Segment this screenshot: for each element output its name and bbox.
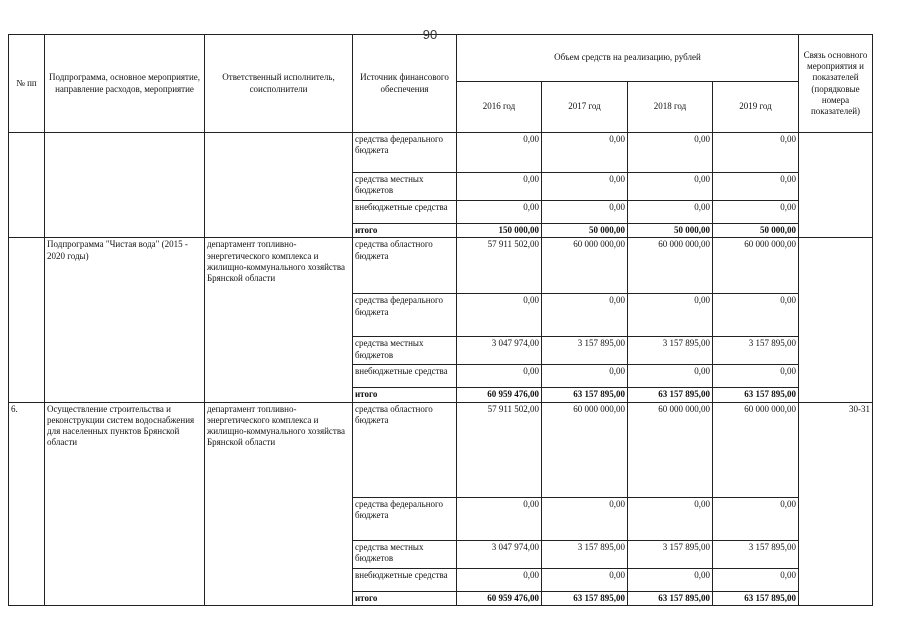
amount-cell: 63 157 895,00 [628, 388, 713, 402]
funding-source: внебюджетные средства [353, 365, 457, 388]
amount-cell: 60 959 476,00 [457, 591, 542, 605]
table-row [9, 133, 873, 173]
amount-cell: 3 157 895,00 [628, 540, 713, 568]
amount-cell: 0,00 [713, 365, 799, 388]
amount-cell: 0,00 [713, 568, 799, 591]
amount-cell: 0,00 [542, 365, 628, 388]
amount-cell: 0,00 [713, 294, 799, 337]
amount-cell: 63 157 895,00 [713, 591, 799, 605]
funding-source: средства местных бюджетов [353, 337, 457, 365]
amount-cell: 50 000,00 [628, 224, 713, 238]
funding-source: итого [353, 388, 457, 402]
amount-cell: 60 000 000,00 [713, 238, 799, 294]
amount-cell: 0,00 [457, 133, 542, 173]
amount-cell: 3 157 895,00 [542, 337, 628, 365]
amount-cell: 0,00 [628, 173, 713, 201]
amount-cell: 3 047 974,00 [457, 337, 542, 365]
amount-cell: 3 157 895,00 [628, 337, 713, 365]
amount-cell: 0,00 [542, 173, 628, 201]
amount-cell: 60 000 000,00 [628, 238, 713, 294]
amount-cell: 0,00 [628, 133, 713, 173]
amount-cell: 63 157 895,00 [542, 591, 628, 605]
page-number: 90 [422, 27, 438, 42]
funding-source: средства областного бюджета [353, 402, 457, 497]
funding-source: средства местных бюджетов [353, 540, 457, 568]
funding-source: средства федерального бюджета [353, 294, 457, 337]
funding-source: средства федерального бюджета [353, 133, 457, 173]
amount-cell: 60 000 000,00 [628, 402, 713, 497]
funding-source: средства местных бюджетов [353, 173, 457, 201]
funding-source: итого [353, 224, 457, 238]
header-year: 2018 год [628, 82, 713, 133]
amount-cell: 0,00 [713, 133, 799, 173]
amount-cell: 0,00 [713, 497, 799, 540]
amount-cell: 50 000,00 [713, 224, 799, 238]
funding-source: средства областного бюджета [353, 238, 457, 294]
amount-cell: 3 157 895,00 [713, 540, 799, 568]
header-volume: Объем средств на реализацию, рублей [457, 35, 799, 82]
program-name: Подпрограмма "Чистая вода" (2015 - 2020 годы) [45, 238, 205, 402]
header-number: № пп [9, 35, 45, 133]
header-link: Связь основного мероприятия и показателей (порядковые номера показателей) [799, 35, 873, 133]
amount-cell: 0,00 [628, 201, 713, 224]
header-program: Подпрограмма, основное мероприятие, направление расходов, мероприятие [45, 35, 205, 133]
amount-cell: 0,00 [628, 294, 713, 337]
row-number [9, 133, 45, 238]
amount-cell: 3 157 895,00 [713, 337, 799, 365]
table-row [9, 238, 873, 294]
amount-cell: 63 157 895,00 [542, 388, 628, 402]
amount-cell: 0,00 [457, 173, 542, 201]
indicator-link [799, 238, 873, 402]
amount-cell: 0,00 [542, 497, 628, 540]
amount-cell: 0,00 [542, 294, 628, 337]
table-row [9, 402, 873, 497]
header-year: 2019 год [713, 82, 799, 133]
amount-cell: 3 047 974,00 [457, 540, 542, 568]
amount-cell: 0,00 [457, 294, 542, 337]
funding-source: итого [353, 591, 457, 605]
header-year: 2017 год [542, 82, 628, 133]
table-header [9, 35, 873, 133]
amount-cell: 60 000 000,00 [713, 402, 799, 497]
executor-name [205, 133, 353, 238]
amount-cell: 0,00 [542, 568, 628, 591]
amount-cell: 0,00 [628, 497, 713, 540]
budget-table [8, 34, 873, 606]
amount-cell: 0,00 [713, 201, 799, 224]
amount-cell: 60 959 476,00 [457, 388, 542, 402]
amount-cell: 0,00 [457, 568, 542, 591]
amount-cell: 50 000,00 [542, 224, 628, 238]
program-name [45, 133, 205, 238]
amount-cell: 3 157 895,00 [542, 540, 628, 568]
program-name: Осуществление строительства и реконструкции систем водоснабжения для населенных пунктов Брянской области [45, 402, 205, 605]
amount-cell: 0,00 [542, 201, 628, 224]
amount-cell: 0,00 [628, 568, 713, 591]
row-number [9, 238, 45, 402]
amount-cell: 0,00 [457, 497, 542, 540]
executor-name: департамент топливно-энергетического комплекса и жилищно-коммунального хозяйства Брянской области [205, 238, 353, 402]
amount-cell: 60 000 000,00 [542, 402, 628, 497]
amount-cell: 63 157 895,00 [628, 591, 713, 605]
amount-cell: 150 000,00 [457, 224, 542, 238]
amount-cell: 0,00 [628, 365, 713, 388]
table-body [9, 133, 873, 606]
executor-name: департамент топливно-энергетического комплекса и жилищно-коммунального хозяйства Брянской области [205, 402, 353, 605]
amount-cell: 57 911 502,00 [457, 402, 542, 497]
funding-source: внебюджетные средства [353, 568, 457, 591]
header-year: 2016 год [457, 82, 542, 133]
amount-cell: 63 157 895,00 [713, 388, 799, 402]
amount-cell: 60 000 000,00 [542, 238, 628, 294]
indicator-link [799, 133, 873, 238]
indicator-link: 30-31 [799, 402, 873, 605]
header-source: Источник финансового обеспечения [353, 35, 457, 133]
amount-cell: 0,00 [713, 173, 799, 201]
amount-cell: 0,00 [542, 133, 628, 173]
row-number: 6. [9, 402, 45, 605]
header-executor: Ответственный исполнитель, соисполнители [205, 35, 353, 133]
amount-cell: 0,00 [457, 201, 542, 224]
amount-cell: 0,00 [457, 365, 542, 388]
funding-source: внебюджетные средства [353, 201, 457, 224]
amount-cell: 57 911 502,00 [457, 238, 542, 294]
funding-source: средства федерального бюджета [353, 497, 457, 540]
